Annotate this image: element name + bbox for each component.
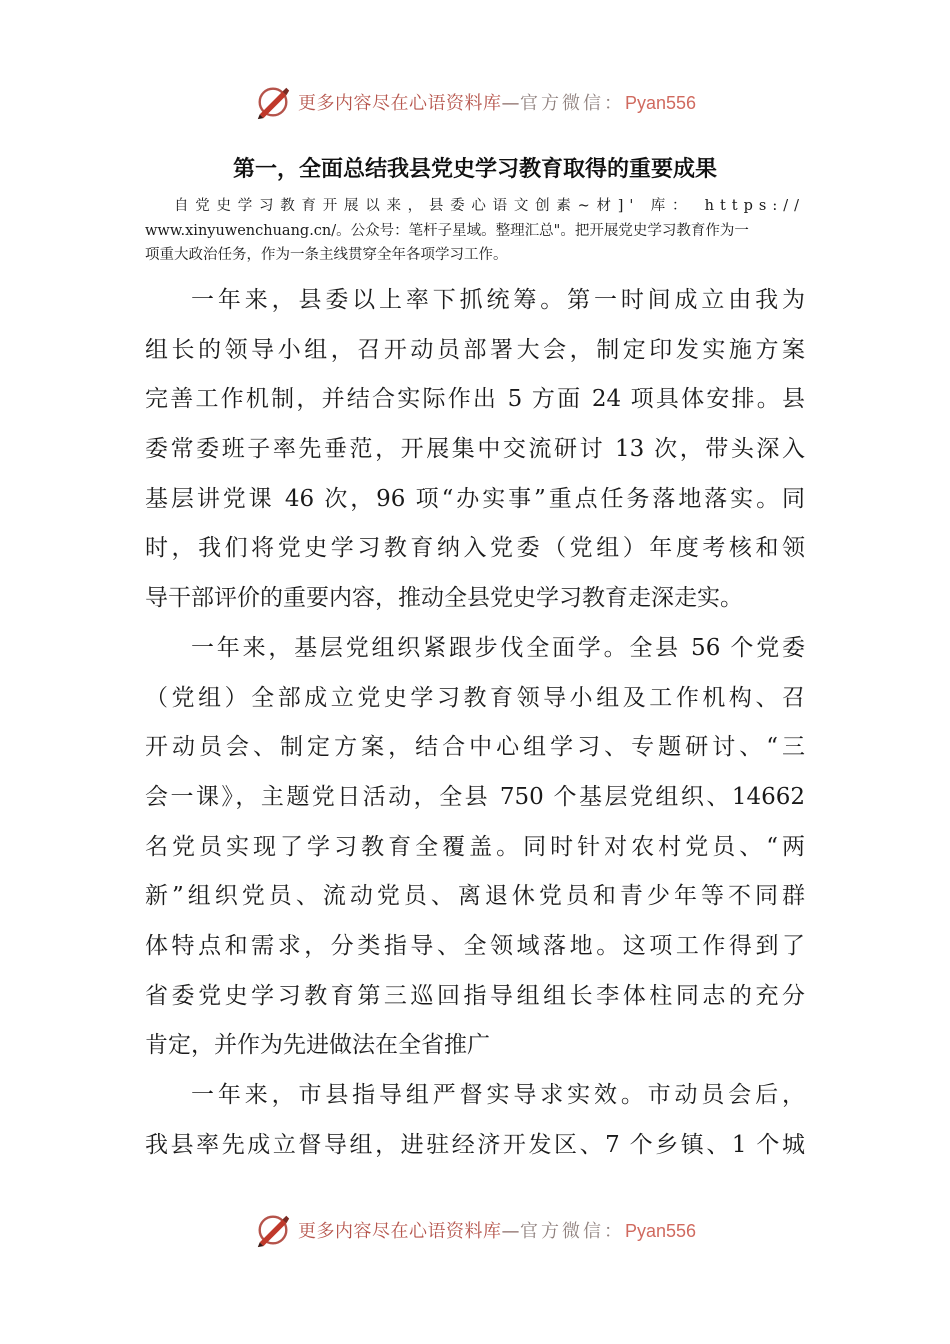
pen-logo-icon: [254, 83, 292, 121]
footer-banner: [0, 1210, 950, 1250]
header-banner: [0, 82, 950, 122]
paragraph-line: 基层讲党课 46 次，96 项“办实事”重点任务落地落实。同: [145, 485, 805, 512]
intro-paragraph: [145, 194, 805, 268]
paragraph-line: 体特点和需求，分类指导、全领域落地。这项工作得到了: [145, 932, 805, 959]
intro-line: 项重大政治任务，作为一条主线贯穿全年各项学习工作。: [145, 247, 508, 263]
paragraph-line: 我县率先成立督导组，进驻经济开发区、7 个乡镇、1 个城: [145, 1131, 805, 1158]
paragraph-line: 开动员会、制定方案，结合中心组学习、专题研讨、“三: [145, 734, 805, 761]
paragraph-line: 省委党史学习教育第三巡回指导组组长李体柱同志的充分: [145, 982, 805, 1009]
section-title: 第一，全面总结我县党史学习教育取得的重要成果: [232, 157, 717, 182]
paragraph-line: （党组）全部成立党史学习教育领导小组及工作机构、召: [145, 684, 805, 711]
paragraph-line: 一年来，基层党组织紧跟步伐全面学。全县 56 个党委: [191, 634, 805, 661]
banner-text: 更多内容尽在心语资料库—官方微信：Pyan556: [297, 1221, 697, 1242]
paragraph-line: 委常委班子率先垂范，开展集中交流研讨 13 次，带头深入: [145, 436, 805, 463]
paragraph-line: 肯定，并作为先进做法在全省推广: [145, 1032, 490, 1059]
paragraph-line: 组长的领导小组，召开动员部署大会，制定印发实施方案: [145, 336, 805, 363]
paragraph-line: 完善工作机制，并结合实际作出 5 方面 24 项具体安排。县: [145, 386, 805, 413]
body-text: [145, 276, 805, 1170]
paragraph-line: 名党员实现了学习教育全覆盖。同时针对农村党员、“两: [145, 833, 805, 860]
paragraph-line: 时，我们将党史学习教育纳入党委（党组）年度考核和领: [145, 535, 805, 562]
paragraph-line: 一年来，市县指导组严督实导求实效。市动员会后，: [191, 1082, 805, 1108]
paragraph-line: 新”组织党员、流动党员、离退休党员和青少年等不同群: [145, 883, 805, 910]
paragraph-line: 会一课》，主题党日活动，全县 750 个基层党组织、14662: [145, 783, 805, 810]
paragraph-line: 一年来，县委以上率下抓统筹。第一时间成立由我为: [191, 287, 805, 313]
paragraph-line: 导干部评价的重要内容，推动全县党史学习教育走深走实。: [145, 585, 743, 612]
pen-logo-icon: [254, 1211, 292, 1249]
intro-line: 自党史学习教育开展以来，县委心语文创素~材]' 库： https://: [174, 198, 805, 214]
banner-text: 更多内容尽在心语资料库—官方微信：Pyan556: [297, 93, 697, 114]
intro-line: www.xinyuwenchuang.cn/。公众号：笔杆子星域。整理汇总"。把开展党史学习教育作为一: [145, 222, 749, 239]
